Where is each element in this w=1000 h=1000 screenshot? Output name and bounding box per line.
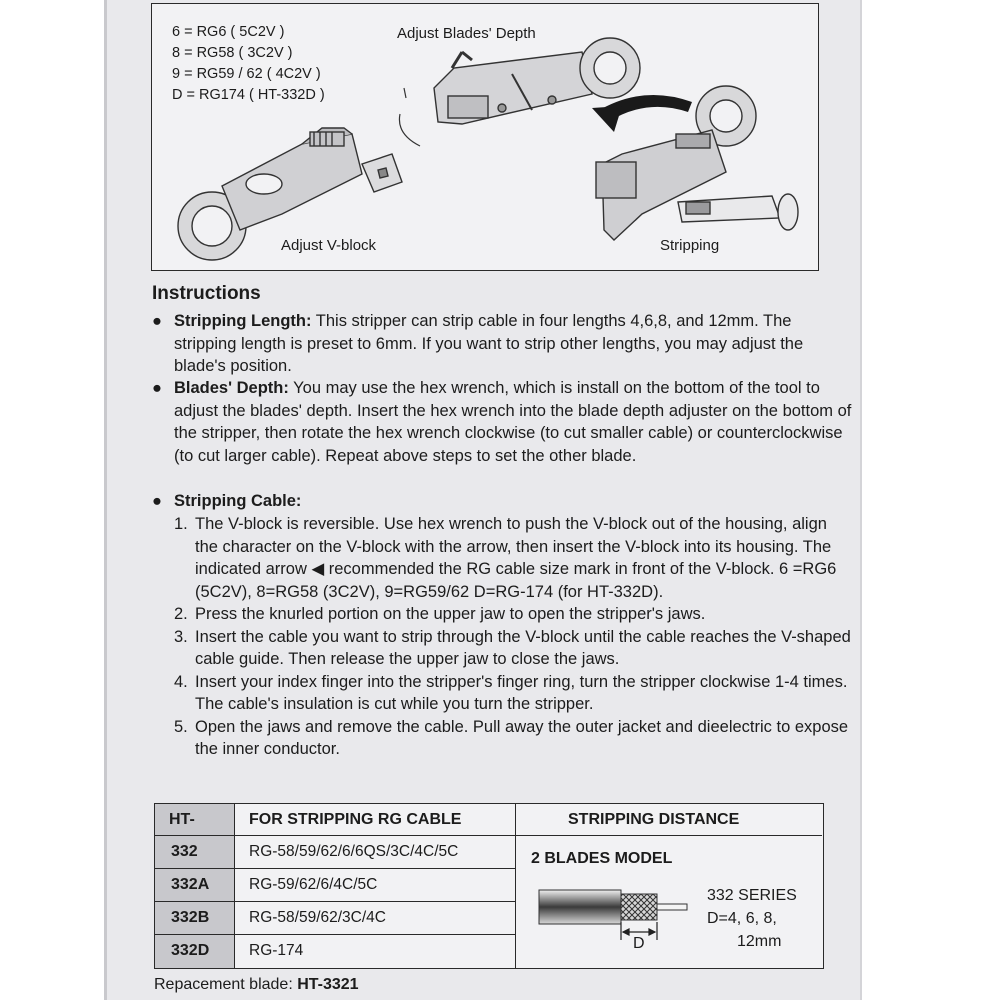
model-cell: 332 xyxy=(155,836,235,868)
illustration-panel xyxy=(151,3,819,271)
bullet-label: Stripping Length: xyxy=(174,312,312,330)
step-item xyxy=(174,626,854,671)
step-number: 5. xyxy=(174,717,188,736)
replacement-label: Repacement blade: xyxy=(154,976,298,993)
curved-arrow xyxy=(592,95,692,132)
model-cell: 332D xyxy=(155,935,235,968)
series-line: 12mm xyxy=(737,933,782,950)
caption-stripping: Stripping xyxy=(660,237,720,254)
step-text: Press the knurled portion on the upper jaw to open the stripper's jaws. xyxy=(195,605,706,623)
bullet-dot: ● xyxy=(152,492,162,510)
step-text: Insert your index finger into the stripper's finger ring, turn the stripper clockwise 1-4 times. The cable's insulation is cut while you turn the stripper. xyxy=(195,672,848,713)
series-line: 332 SERIES xyxy=(707,887,797,904)
rotation-arrow xyxy=(399,88,420,146)
sheet-edge xyxy=(860,0,862,1000)
step-item xyxy=(174,603,854,626)
header-model: HT- xyxy=(155,804,235,836)
two-blades-model-title: 2 BLADES MODEL xyxy=(531,850,673,867)
rg-code-line: D = RG174 ( HT-332D ) xyxy=(172,87,325,103)
bullet-label: Blades' Depth: xyxy=(174,379,289,397)
step-number: 4. xyxy=(174,672,188,691)
rg-code-line: 6 = RG6 ( 5C2V ) xyxy=(172,24,285,40)
rg-code-legend xyxy=(172,22,325,106)
step-number: 3. xyxy=(174,627,188,646)
step-number: 2. xyxy=(174,605,188,623)
cable-cell: RG-174 xyxy=(235,935,516,968)
replacement-blade-note xyxy=(154,976,359,994)
series-line: D=4, 6, 8, xyxy=(707,910,777,927)
step-item xyxy=(174,671,854,716)
stripping-steps xyxy=(174,513,854,761)
series-info xyxy=(707,884,797,953)
cable-cell: RG-59/62/6/4C/5C xyxy=(235,869,516,901)
model-table xyxy=(154,803,824,969)
bullet-dot: ● xyxy=(152,312,162,330)
dimension-label: D xyxy=(633,935,645,952)
bullet-stripping-length xyxy=(152,310,852,378)
rg-code-line: 9 = RG59 / 62 ( 4C2V ) xyxy=(172,66,321,82)
bullet-stripping-cable xyxy=(152,490,852,513)
sheet-edge xyxy=(104,0,107,1000)
bullet-text: You may use the hex wrench, which is install on the bottom of the tool to adjust the blades' depth. Insert the hex wrench into the blade depth adjuster on the bottom of the stripper, then rotate the hex wrench clockwise (to cut smaller cable) or counterclockwise (to cut larger cable). Repeat above steps to set the other blade. xyxy=(174,379,852,465)
cable-cell: RG-58/59/62/3C/4C xyxy=(235,902,516,934)
rg-code-line: 8 = RG58 ( 3C2V ) xyxy=(172,45,293,61)
step-text: Open the jaws and remove the cable. Pull away the outer jacket and dieelectric to expose the inner conductor. xyxy=(195,717,849,758)
step-item xyxy=(174,513,854,603)
step-text: The V-block is reversible. Use hex wrench to push the V-block out of the housing, align the character on the V-block with the arrow, then insert the V-block into its housing. The indicated arrow ◀ recommended the RG cable size mark in front of the V-block. 6 =RG6 (5C2V), 8=RG58 (3C2V), 9=RG59/62 D=RG-174 (for HT-332D). xyxy=(195,515,837,601)
cable-cell: RG-58/59/62/6/6QS/3C/4C/5C xyxy=(235,836,516,868)
model-cell: 332B xyxy=(155,902,235,934)
replacement-part: HT-3321 xyxy=(297,976,359,993)
model-cell: 332A xyxy=(155,869,235,901)
bullet-label: Stripping Cable: xyxy=(174,492,302,510)
caption-adjust-vblock: Adjust V-block xyxy=(281,237,377,254)
bullet-blades-depth xyxy=(152,377,852,467)
header-distance: STRIPPING DISTANCE xyxy=(516,804,822,836)
step-text: Insert the cable you want to strip through the V-block until the cable reaches the V-shaped cable guide. Then release the upper jaw to close the jaws. xyxy=(195,627,851,668)
coax-cable-icon xyxy=(539,890,687,924)
bullet-text: This stripper can strip cable in four lengths 4,6,8, and 12mm. The stripping length is preset to 6mm. If you want to strip other lengths, you may adjust the blade's position. xyxy=(174,312,804,375)
caption-adjust-blades: Adjust Blades' Depth xyxy=(397,25,536,42)
step-item xyxy=(174,716,854,761)
step-number: 1. xyxy=(174,515,188,533)
header-cable: FOR STRIPPING RG CABLE xyxy=(235,804,516,836)
instructions-heading: Instructions xyxy=(152,283,261,304)
bullet-dot: ● xyxy=(152,379,162,397)
